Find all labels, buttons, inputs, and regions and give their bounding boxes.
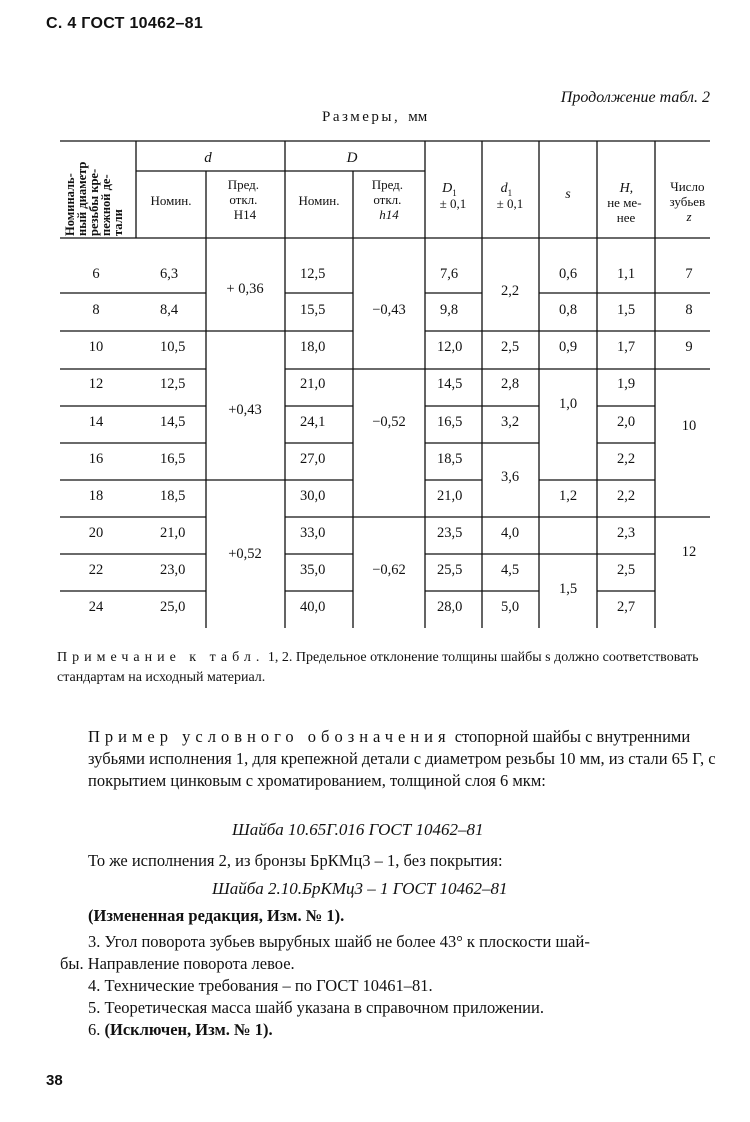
svg-text:1,9: 1,9	[616, 376, 636, 392]
svg-text:8: 8	[92, 302, 100, 318]
svg-text:27,0: 27,0	[300, 451, 326, 467]
sizes-unit: мм	[408, 109, 428, 125]
designation-example-2: Шайба 2.10.БрКМц3 – 1 ГОСТ 10462–81	[212, 879, 508, 898]
svg-text:12: 12	[88, 376, 104, 392]
item-5: 5. Теоретическая масса шайб указана в справочном приложении.	[88, 998, 544, 1017]
note-text: 1, 2. Предельное отклонение толщины шайбы s должно соответствовать стандартам на исходный материал.	[57, 650, 699, 685]
svg-text:22: 22	[88, 562, 104, 578]
svg-text:14,5: 14,5	[160, 414, 186, 430]
tol-H14-6-8: + 0,36	[226, 281, 264, 297]
s-16-20: 1,2	[558, 488, 578, 504]
item-3: 3. Угол поворота зубьев вырубных шайб не более 43° к плоскости шай-	[88, 932, 590, 951]
svg-text:23,5: 23,5	[437, 525, 463, 541]
svg-text:10,5: 10,5	[160, 339, 186, 355]
svg-text:9,8: 9,8	[440, 302, 459, 318]
svg-text:2,5: 2,5	[616, 562, 636, 578]
svg-text:18: 18	[88, 488, 104, 504]
svg-text:18,0: 18,0	[300, 339, 326, 355]
svg-text:2,7: 2,7	[616, 599, 636, 615]
svg-text:2,5: 2,5	[500, 339, 520, 355]
svg-text:1,7: 1,7	[616, 339, 636, 355]
svg-text:2,8: 2,8	[500, 376, 520, 392]
svg-text:5,0: 5,0	[500, 599, 520, 615]
svg-text:12,0: 12,0	[437, 339, 463, 355]
item-6-text: (Исключен, Изм. № 1).	[104, 1020, 273, 1039]
example-line-2: То же исполнения 2, из бронзы БрКМц3 – 1, без покрытия:	[88, 851, 503, 870]
header-z: Число зубьев z	[669, 179, 706, 224]
svg-text:7: 7	[685, 266, 693, 282]
table-continuation-label: Продолжение табл. 2	[560, 89, 710, 106]
svg-text:20: 20	[88, 525, 104, 541]
svg-text:2,2: 2,2	[616, 451, 636, 467]
svg-text:15,5: 15,5	[300, 302, 326, 318]
designation-example-1: Шайба 10.65Г.016 ГОСТ 10462–81	[232, 820, 484, 839]
svg-text:23,0: 23,0	[160, 562, 186, 578]
tol-h14-20-24: −0,62	[372, 562, 406, 578]
svg-text:12,5: 12,5	[300, 266, 326, 282]
svg-text:4,0: 4,0	[500, 525, 520, 541]
svg-text:24: 24	[88, 599, 104, 615]
svg-text:28,0: 28,0	[437, 599, 463, 615]
svg-text:6: 6	[92, 266, 100, 282]
svg-text:0,9: 0,9	[558, 339, 578, 355]
svg-text:16,5: 16,5	[437, 414, 463, 430]
table-row	[89, 562, 635, 578]
svg-text:2,2: 2,2	[616, 488, 636, 504]
svg-text:10: 10	[88, 339, 104, 355]
tol-h14-6-10: −0,43	[372, 302, 406, 318]
svg-text:0,8: 0,8	[558, 302, 578, 318]
table-row	[92, 266, 692, 282]
table-row	[89, 451, 635, 467]
s-22-24: 1,5	[558, 581, 578, 597]
header-d-nomin: Номин.	[150, 193, 192, 208]
svg-text:6,3: 6,3	[160, 266, 179, 282]
table-row	[89, 525, 635, 541]
header-s: s	[565, 187, 571, 202]
svg-text:35,0: 35,0	[300, 562, 326, 578]
svg-text:16: 16	[88, 451, 104, 467]
example-text: стопорной шайбы с внутренними зубьями исполнения 1, для крепежной детали с диаметром резьбы 10 мм, из стали 65 Г, с покрытием цинковым с хроматированием, толщиной слоя 6 мкм:	[88, 727, 716, 790]
svg-text:18,5: 18,5	[160, 488, 186, 504]
svg-text:1,5: 1,5	[616, 302, 636, 318]
table-note	[57, 648, 717, 688]
svg-text:8: 8	[685, 302, 693, 318]
changed-edition-note: (Измененная редакция, Изм. № 1).	[88, 906, 345, 925]
d1-6-8: 2,2	[500, 283, 520, 299]
tol-h14-12-18: −0,52	[372, 414, 406, 430]
table-row	[89, 599, 635, 615]
svg-text:25,5: 25,5	[437, 562, 463, 578]
svg-text:33,0: 33,0	[300, 525, 326, 541]
svg-text:16,5: 16,5	[160, 451, 186, 467]
svg-text:14,5: 14,5	[437, 376, 463, 392]
svg-text:2,3: 2,3	[616, 525, 636, 541]
item-6-num: 6.	[88, 1020, 105, 1039]
svg-text:8,4: 8,4	[160, 302, 179, 318]
item-4: 4. Технические требования – по ГОСТ 10461–81.	[88, 976, 433, 995]
header-D-nomin: Номин.	[298, 193, 340, 208]
s-12-14: 1,0	[558, 396, 578, 412]
merged-cells	[226, 281, 696, 597]
svg-text:3,2: 3,2	[500, 414, 520, 430]
svg-text:18,5: 18,5	[437, 451, 463, 467]
svg-text:4,5: 4,5	[500, 562, 520, 578]
svg-text:24,1: 24,1	[300, 414, 326, 430]
item-3-cont: бы. Направление поворота левое.	[60, 954, 295, 973]
table-row	[89, 339, 693, 355]
svg-text:25,0: 25,0	[160, 599, 186, 615]
svg-text:12,5: 12,5	[160, 376, 186, 392]
header-H: H, не ме- нее	[607, 181, 642, 225]
table-row	[89, 414, 635, 430]
header-D-tolerance: Пред. откл. h14	[371, 177, 404, 222]
svg-text:7,6: 7,6	[440, 266, 459, 282]
item-6	[88, 1020, 273, 1040]
header-d1: $d_1$ ± 0,1	[496, 181, 524, 211]
svg-text:40,0: 40,0	[300, 599, 326, 615]
page-number: 38	[46, 1072, 63, 1089]
header-nominal-diameter: Номиналь- ный диаметр резьбы кре- пежной де- тали	[63, 161, 125, 236]
svg-text:0,6: 0,6	[558, 266, 578, 282]
example-lead: Пример условного обозначения	[88, 727, 451, 746]
z-12-16: 10	[681, 418, 697, 434]
header-d: d	[204, 150, 212, 166]
svg-text:21,0: 21,0	[437, 488, 463, 504]
example-wrap-spacer	[60, 748, 716, 814]
header-D: D	[346, 150, 358, 166]
svg-text:21,0: 21,0	[160, 525, 186, 541]
d1-16-18: 3,6	[500, 469, 520, 485]
svg-text:2,0: 2,0	[616, 414, 636, 430]
svg-text:1,1: 1,1	[616, 266, 636, 282]
svg-text:30,0: 30,0	[300, 488, 326, 504]
svg-text:9: 9	[685, 339, 693, 355]
z-18-24: 12	[681, 544, 697, 560]
sizes-label: Размеры,	[322, 109, 401, 125]
table-row	[89, 376, 635, 392]
tol-H14-10-16: +0,43	[228, 402, 262, 418]
header-d-tolerance: Пред. откл. H14	[227, 177, 260, 222]
note-lead: Примечание к табл.	[57, 650, 265, 665]
table-row	[89, 488, 635, 504]
page-header: С. 4 ГОСТ 10462–81	[46, 15, 204, 32]
svg-text:21,0: 21,0	[300, 376, 326, 392]
tol-H14-18-24: +0,52	[228, 546, 262, 562]
header-D1: $D_1$ ± 0,1	[439, 181, 467, 211]
svg-text:14: 14	[88, 414, 104, 430]
